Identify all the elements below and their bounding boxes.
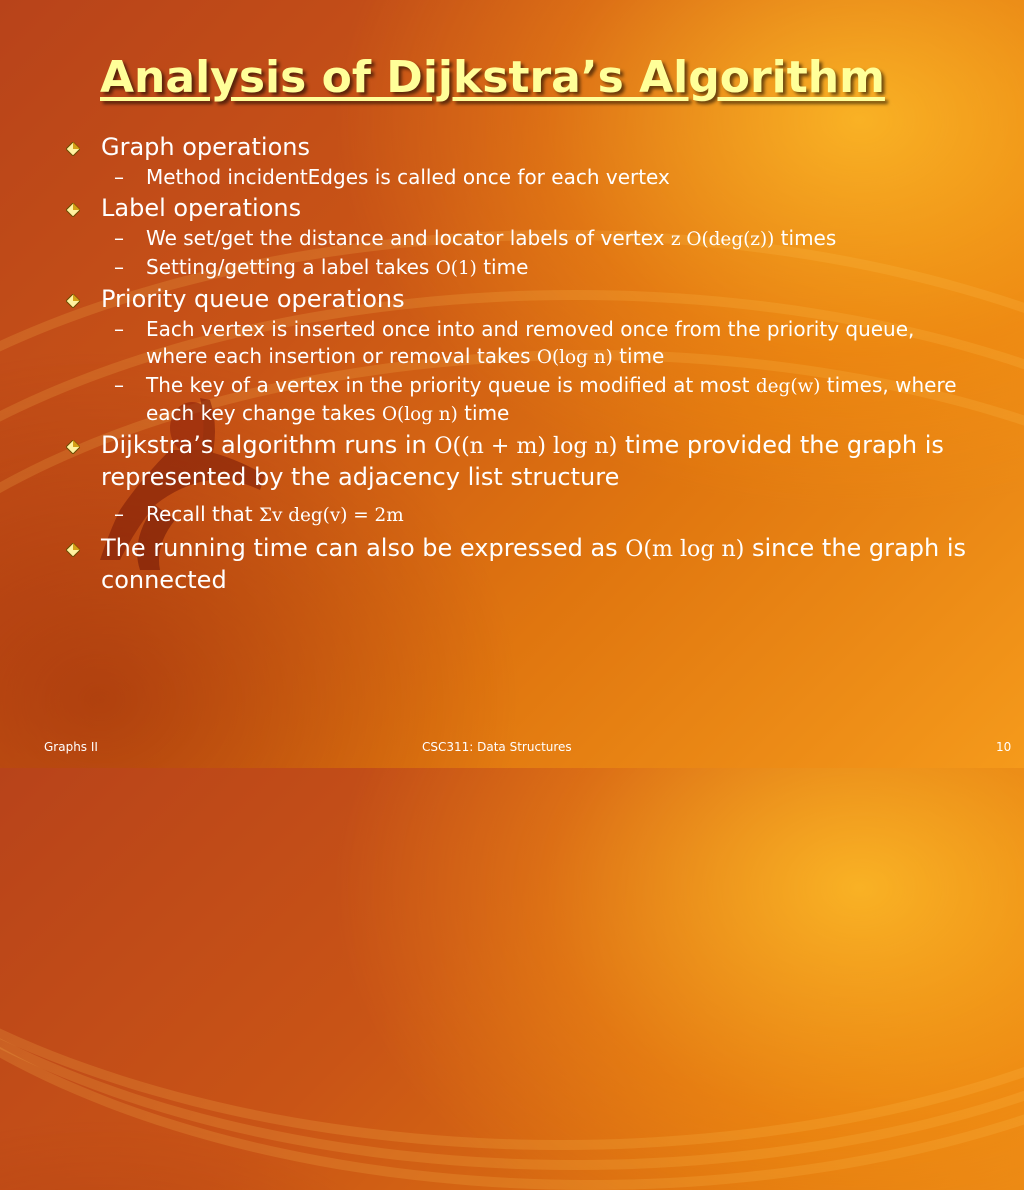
sub-bullet-set-get-labels [66, 225, 966, 253]
sub-bullet-text: times [774, 226, 837, 250]
dash-bullet-icon: – [114, 373, 124, 397]
dash-bullet-icon: – [114, 226, 124, 250]
bullet-text: time provided the graph is represented by the adjacency list structure [101, 431, 944, 491]
footer-left: Graphs II [44, 740, 98, 754]
math-expression: O(log n) [536, 347, 613, 368]
bullet-item-graph-operations [66, 132, 966, 163]
sub-bullet-text: time [476, 255, 529, 279]
dash-bullet-icon: – [114, 317, 124, 341]
sub-bullet-text: Setting/getting a label takes [146, 255, 436, 279]
diamond-bullet-icon [66, 203, 80, 217]
slide-title: Analysis of Dijkstra’s Algorithm [100, 52, 885, 103]
diamond-bullet-icon [66, 142, 80, 156]
math-expression: z O(deg(z)) [670, 229, 775, 250]
sub-bullet-text: time [612, 344, 665, 368]
sub-bullet-label-time [66, 254, 966, 282]
bullet-list [66, 130, 966, 596]
dash-bullet-icon: – [114, 165, 124, 189]
sub-bullet-insert-remove [66, 316, 966, 371]
bullet-item-running-time [66, 430, 966, 493]
sub-bullet-incident-edges [66, 164, 966, 191]
diamond-bullet-icon [66, 440, 80, 454]
math-expression: O(m log n) [625, 537, 745, 562]
dash-bullet-icon: – [114, 255, 124, 279]
sub-bullet-text: Each vertex is inserted once into and removed once from the priority queue, where each insertion or removal takes [146, 317, 915, 368]
bullet-text: Dijkstra’s algorithm runs in [101, 431, 435, 459]
sub-bullet-text: Recall that [146, 502, 259, 526]
math-expression: deg(w) [755, 376, 821, 397]
math-expression: O(log n) [381, 404, 458, 425]
bullet-text: Graph operations [101, 133, 310, 161]
bullet-item-priority-queue [66, 284, 966, 315]
sub-bullet-recall-sum [66, 501, 966, 529]
dash-bullet-icon: – [114, 502, 124, 526]
sub-bullet-text: times, where each key change takes [146, 373, 957, 425]
bullet-item-alternative-time [66, 533, 966, 596]
footer-center: CSC311: Data Structures [422, 740, 572, 754]
sub-bullet-text: Method incidentEdges is called once for each vertex [146, 165, 670, 189]
bullet-item-label-operations [66, 193, 966, 224]
bullet-text: since the graph is connected [101, 534, 966, 594]
math-expression: Σv deg(v) = 2m [259, 505, 404, 526]
sub-bullet-text: time [457, 401, 510, 425]
sub-bullet-text: The key of a vertex in the priority queue is modified at most [146, 373, 756, 397]
sub-bullet-text: We set/get the distance and locator labels of vertex [146, 226, 671, 250]
bullet-text: Label operations [101, 194, 302, 222]
diamond-bullet-icon [66, 294, 80, 308]
bullet-text: Priority queue operations [101, 285, 405, 313]
bullet-text: The running time can also be expressed as [101, 534, 626, 562]
math-expression: O((n + m) log n) [434, 434, 618, 459]
diamond-bullet-icon [66, 543, 80, 557]
math-expression: O(1) [435, 258, 477, 279]
slide-number: 10 [996, 740, 1012, 754]
sub-bullet-key-modified [66, 372, 966, 428]
